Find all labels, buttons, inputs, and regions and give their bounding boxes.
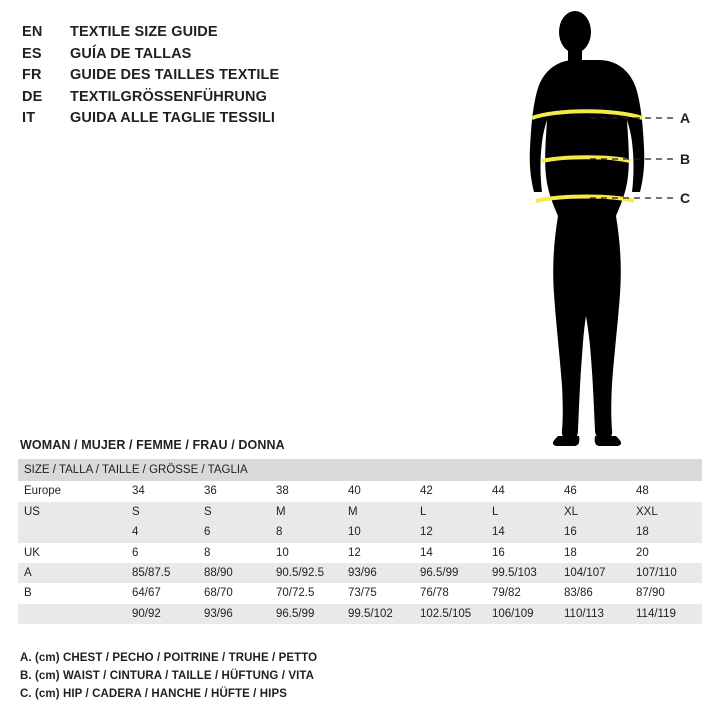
cell: 68/70 <box>198 583 270 603</box>
cell: 12 <box>342 543 414 563</box>
language-code-es: ES <box>22 45 42 62</box>
cell: 38 <box>270 481 342 501</box>
cell: 16 <box>486 543 558 563</box>
title-text-de: TEXTILGRÖSSENFÜHRUNG <box>70 88 267 105</box>
cell: 6 <box>198 522 270 542</box>
cell: 96.5/99 <box>270 604 342 624</box>
cell: 8 <box>270 522 342 542</box>
cell: 85/87.5 <box>126 563 198 583</box>
cell: 110/113 <box>558 604 630 624</box>
body-figure <box>470 8 710 448</box>
cell: M <box>342 502 414 522</box>
cell: 107/110 <box>630 563 702 583</box>
cell: 79/82 <box>486 583 558 603</box>
language-code-fr: FR <box>22 67 42 83</box>
cell: L <box>486 502 558 522</box>
title-row-fr <box>22 67 442 83</box>
cell: 34 <box>126 481 198 501</box>
table-header-row <box>18 459 702 481</box>
size-table-block <box>18 438 702 624</box>
cell: 90.5/92.5 <box>270 563 342 583</box>
row-label: A <box>18 563 126 583</box>
cell: 76/78 <box>414 583 486 603</box>
cell: 10 <box>270 543 342 563</box>
table-caption: WOMAN / MUJER / FEMME / FRAU / DONNA <box>20 438 285 452</box>
cell: 93/96 <box>342 563 414 583</box>
cell: 70/72.5 <box>270 583 342 603</box>
title-row-en <box>22 24 442 40</box>
title-text-fr: GUIDE DES TAILLES TEXTILE <box>70 67 280 83</box>
cell: XL <box>558 502 630 522</box>
cell: 18 <box>558 543 630 563</box>
cell: 83/86 <box>558 583 630 603</box>
table-row <box>18 583 702 603</box>
table-row <box>18 502 702 522</box>
cell: 102.5/105 <box>414 604 486 624</box>
cell: 4 <box>126 522 198 542</box>
size-table <box>18 459 702 624</box>
table-row <box>18 543 702 563</box>
row-label <box>18 522 126 542</box>
title-row-it <box>22 110 442 126</box>
marker-label-b: B <box>680 151 691 167</box>
cell: 40 <box>342 481 414 501</box>
cell: 48 <box>630 481 702 501</box>
language-code-de: DE <box>22 88 43 105</box>
row-label: US <box>18 502 126 522</box>
cell: XXL <box>630 502 702 522</box>
row-label: Europe <box>18 481 126 501</box>
cell: 36 <box>198 481 270 501</box>
title-text-en: TEXTILE SIZE GUIDE <box>70 24 218 40</box>
cell: 88/90 <box>198 563 270 583</box>
cell: 93/96 <box>198 604 270 624</box>
cell: 6 <box>126 543 198 563</box>
cell: 44 <box>486 481 558 501</box>
cell: 14 <box>486 522 558 542</box>
legend-block <box>20 652 620 706</box>
cell: 18 <box>630 522 702 542</box>
table-row <box>18 481 702 501</box>
title-block <box>22 24 442 132</box>
language-code-it: IT <box>22 110 36 126</box>
cell: 16 <box>558 522 630 542</box>
cell: M <box>270 502 342 522</box>
table-row <box>18 522 702 542</box>
marker-label-a: A <box>680 110 691 126</box>
cell: 42 <box>414 481 486 501</box>
marker-label-c: C <box>680 190 691 206</box>
cell: 10 <box>342 522 414 542</box>
legend-item-waist: B. (cm) WAIST / CINTURA / TAILLE / HÜFTUNG / VITA <box>20 670 315 682</box>
cell: 8 <box>198 543 270 563</box>
cell: L <box>414 502 486 522</box>
cell: 12 <box>414 522 486 542</box>
cell: 14 <box>414 543 486 563</box>
table-row <box>18 563 702 583</box>
cell: 90/92 <box>126 604 198 624</box>
cell: 106/109 <box>486 604 558 624</box>
cell: 99.5/103 <box>486 563 558 583</box>
table-header-label: SIZE / TALLA / TAILLE / GRÖSSE / TAGLIA <box>18 459 702 481</box>
cell: 96.5/99 <box>414 563 486 583</box>
cell: S <box>126 502 198 522</box>
row-label <box>18 604 126 624</box>
cell: 87/90 <box>630 583 702 603</box>
cell: 64/67 <box>126 583 198 603</box>
title-row-de <box>22 89 442 105</box>
title-row-es <box>22 46 442 62</box>
legend-item-chest: A. (cm) CHEST / PECHO / POITRINE / TRUHE / PETTO <box>20 652 318 664</box>
cell: 104/107 <box>558 563 630 583</box>
female-silhouette-icon <box>530 11 645 446</box>
table-row <box>18 604 702 624</box>
language-code-en: EN <box>22 24 43 40</box>
cell: 99.5/102 <box>342 604 414 624</box>
row-label: B <box>18 583 126 603</box>
legend-item-hip: C. (cm) HIP / CADERA / HANCHE / HÜFTE / HIPS <box>20 688 288 700</box>
cell: 114/119 <box>630 604 702 624</box>
title-text-it: GUIDA ALLE TAGLIE TESSILI <box>70 110 275 126</box>
title-text-es: GUÍA DE TALLAS <box>70 45 192 62</box>
cell: 46 <box>558 481 630 501</box>
row-label: UK <box>18 543 126 563</box>
cell: 20 <box>630 543 702 563</box>
cell: S <box>198 502 270 522</box>
cell: 73/75 <box>342 583 414 603</box>
